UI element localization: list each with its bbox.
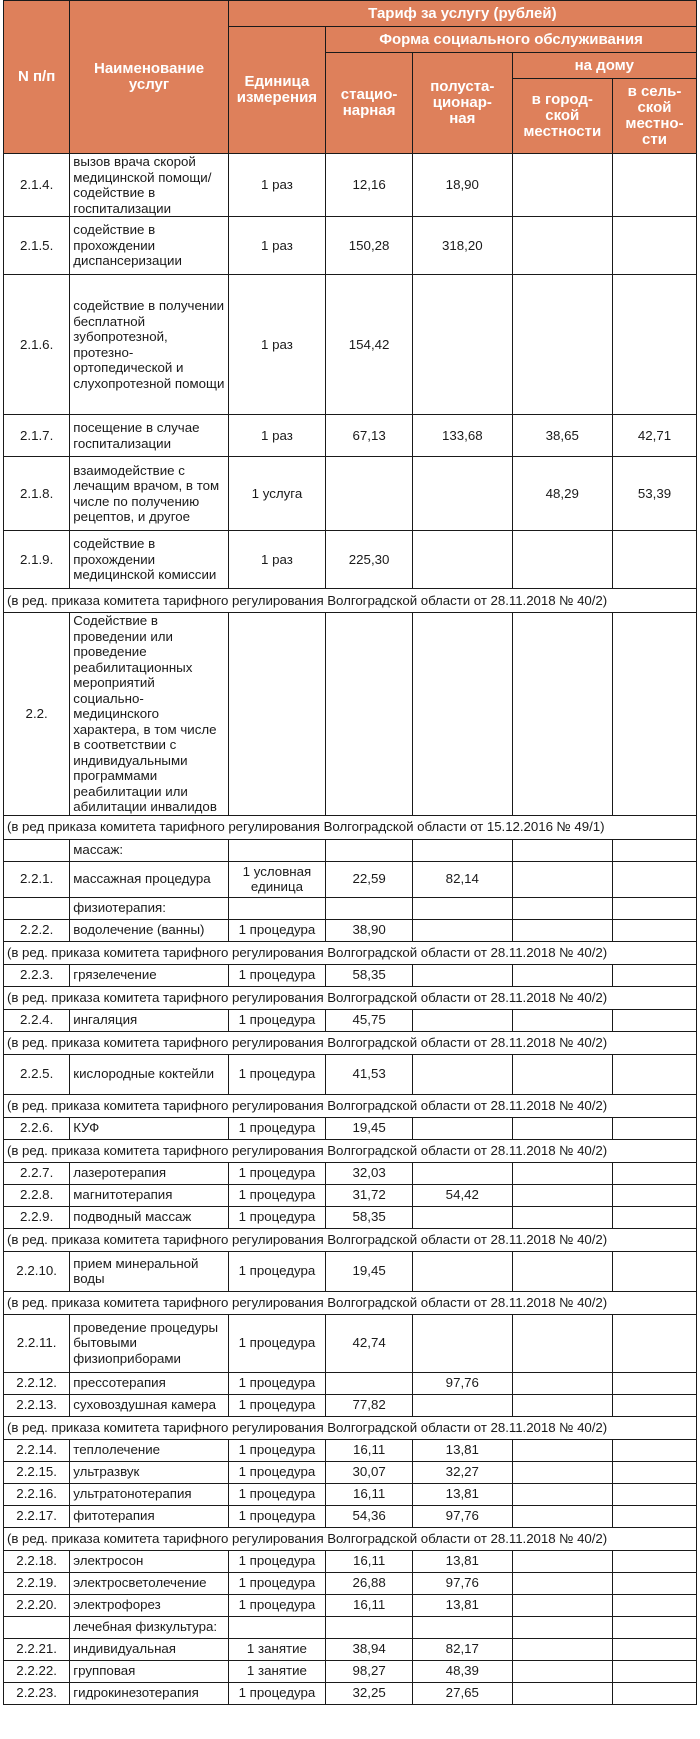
service-name: Содействие в проведении или проведение реабилитационных мероприятий социально-медицинского характера, в том числе в соответствии с индивидуальными программами реабилитации или абилитации инвалидов: [70, 613, 228, 816]
unit-of-measure: 1 процедура: [228, 1054, 325, 1094]
table-row: [4, 1251, 697, 1291]
tariff-semistationary: [413, 964, 512, 986]
unit-of-measure: [228, 613, 325, 816]
table-body: [4, 154, 697, 1705]
service-name: электросветолечение: [70, 1572, 228, 1594]
amendment-note: (в ред. приказа комитета тарифного регулирования Волгоградской области от 28.11.2018 № 40/2): [4, 589, 697, 613]
tariff-stationary: 32,03: [326, 1162, 413, 1184]
row-number: 2.1.9.: [4, 531, 70, 589]
tariff-home-rural: [613, 919, 697, 941]
table-row: [4, 1616, 697, 1638]
tariff-stationary: 154,42: [326, 275, 413, 415]
tariff-home-urban: [512, 1162, 612, 1184]
table-row: [4, 457, 697, 531]
tariff-home-urban: 38,65: [512, 415, 612, 457]
service-name: подводный массаж: [70, 1206, 228, 1228]
unit-of-measure: 1 раз: [228, 217, 325, 275]
tariff-home-rural: [613, 1054, 697, 1094]
service-name: групповая: [70, 1660, 228, 1682]
unit-of-measure: 1 занятие: [228, 1638, 325, 1660]
tariff-home-rural: [613, 217, 697, 275]
table-header: [4, 1, 697, 154]
table-row: [4, 1483, 697, 1505]
tariff-home-urban: [512, 1009, 612, 1031]
tariff-home-urban: [512, 839, 612, 861]
service-name: ингаляция: [70, 1009, 228, 1031]
row-number: 2.1.8.: [4, 457, 70, 531]
table-row: [4, 275, 697, 415]
row-number: 2.2.16.: [4, 1483, 70, 1505]
tariff-home-urban: [512, 154, 612, 217]
tariff-home-rural: [613, 1638, 697, 1660]
service-name: лечебная физкультура:: [70, 1616, 228, 1638]
unit-of-measure: 1 раз: [228, 531, 325, 589]
service-name: массаж:: [70, 839, 228, 861]
tariff-stationary: [326, 839, 413, 861]
row-number: 2.1.7.: [4, 415, 70, 457]
tariff-home-rural: [613, 1251, 697, 1291]
tariff-home-urban: [512, 1616, 612, 1638]
tariff-semistationary: 82,14: [413, 861, 512, 897]
service-name: суховоздушная камера: [70, 1394, 228, 1416]
table-row: [4, 964, 697, 986]
tariff-home-urban: [512, 1483, 612, 1505]
tariff-stationary: 58,35: [326, 964, 413, 986]
table-row: [4, 531, 697, 589]
tariff-home-urban: [512, 613, 612, 816]
tariff-stationary: 98,27: [326, 1660, 413, 1682]
row-number: 2.2.13.: [4, 1394, 70, 1416]
unit-of-measure: 1 процедура: [228, 1439, 325, 1461]
row-number: 2.2.1.: [4, 861, 70, 897]
tariff-semistationary: 13,81: [413, 1550, 512, 1572]
tariff-home-urban: [512, 1550, 612, 1572]
tariff-stationary: 32,25: [326, 1682, 413, 1704]
tariff-home-rural: [613, 275, 697, 415]
unit-of-measure: 1 процедура: [228, 1314, 325, 1372]
tariff-stationary: 45,75: [326, 1009, 413, 1031]
tariff-home-rural: [613, 1314, 697, 1372]
service-name: электрофорез: [70, 1594, 228, 1616]
unit-of-measure: 1 раз: [228, 154, 325, 217]
service-name: прессотерапия: [70, 1372, 228, 1394]
table-row: [4, 919, 697, 941]
tariff-home-rural: 53,39: [613, 457, 697, 531]
tariff-home-rural: [613, 531, 697, 589]
table-row: [4, 897, 697, 919]
service-name: массажная процедура: [70, 861, 228, 897]
unit-of-measure: 1 процедура: [228, 1162, 325, 1184]
tariff-home-urban: [512, 1117, 612, 1139]
header-name: Наименование услуг: [70, 1, 228, 154]
tariff-home-urban: [512, 964, 612, 986]
table-row: [4, 1117, 697, 1139]
table-row: [4, 613, 697, 816]
unit-of-measure: [228, 897, 325, 919]
tariff-semistationary: [413, 1054, 512, 1094]
row-number: 2.1.4.: [4, 154, 70, 217]
tariff-stationary: 19,45: [326, 1117, 413, 1139]
row-number: 2.2.2.: [4, 919, 70, 941]
tariff-semistationary: 97,76: [413, 1372, 512, 1394]
amendment-note: (в ред. приказа комитета тарифного регулирования Волгоградской области от 28.11.2018 № 40/2): [4, 1416, 697, 1439]
row-number: 2.2.19.: [4, 1572, 70, 1594]
tariff-home-rural: [613, 1483, 697, 1505]
row-number: 2.2.22.: [4, 1660, 70, 1682]
unit-of-measure: 1 процедура: [228, 1550, 325, 1572]
service-name: гидрокинезотерапия: [70, 1682, 228, 1704]
amendment-note: (в ред. приказа комитета тарифного регулирования Волгоградской области от 28.11.2018 № 40/2): [4, 1291, 697, 1314]
tariff-semistationary: 97,76: [413, 1572, 512, 1594]
unit-of-measure: 1 процедура: [228, 1682, 325, 1704]
amendment-note: (в ред. приказа комитета тарифного регулирования Волгоградской области от 28.11.2018 № 40/2): [4, 941, 697, 964]
amendment-note-row: [4, 1094, 697, 1117]
tariff-semistationary: 318,20: [413, 217, 512, 275]
tariff-stationary: 26,88: [326, 1572, 413, 1594]
tariff-home-rural: [613, 1616, 697, 1638]
amendment-note-row: [4, 986, 697, 1009]
tariff-home-rural: [613, 1660, 697, 1682]
tariff-semistationary: [413, 897, 512, 919]
unit-of-measure: 1 процедура: [228, 1372, 325, 1394]
unit-of-measure: 1 процедура: [228, 1117, 325, 1139]
row-number: 2.2.20.: [4, 1594, 70, 1616]
amendment-note-row: [4, 1291, 697, 1314]
amendment-note: (в ред. приказа комитета тарифного регулирования Волгоградской области от 28.11.2018 № 40/2): [4, 1094, 697, 1117]
service-name: кислородные коктейли: [70, 1054, 228, 1094]
tariff-stationary: 54,36: [326, 1505, 413, 1527]
service-name: содействие в прохождении диспансеризации: [70, 217, 228, 275]
unit-of-measure: [228, 1616, 325, 1638]
tariff-home-rural: 42,71: [613, 415, 697, 457]
tariff-home-urban: 48,29: [512, 457, 612, 531]
tariff-stationary: [326, 457, 413, 531]
tariff-home-rural: [613, 1594, 697, 1616]
service-name: КУФ: [70, 1117, 228, 1139]
tariff-stationary: [326, 1616, 413, 1638]
tariff-stationary: 150,28: [326, 217, 413, 275]
header-semistationary: полуста- ционар- ная: [413, 53, 512, 154]
amendment-note: (в ред. приказа комитета тарифного регулирования Волгоградской области от 28.11.2018 № 40/2): [4, 1228, 697, 1251]
tariff-stationary: [326, 1372, 413, 1394]
row-number: 2.2.9.: [4, 1206, 70, 1228]
amendment-note-row: [4, 941, 697, 964]
service-name: индивидуальная: [70, 1638, 228, 1660]
tariff-stationary: 16,11: [326, 1439, 413, 1461]
tariff-home-rural: [613, 1572, 697, 1594]
row-number: 2.2.10.: [4, 1251, 70, 1291]
row-number: 2.2.8.: [4, 1184, 70, 1206]
tariff-semistationary: [413, 1251, 512, 1291]
unit-of-measure: [228, 839, 325, 861]
unit-of-measure: 1 процедура: [228, 1184, 325, 1206]
tariff-home-urban: [512, 1251, 612, 1291]
tariff-home-rural: [613, 1372, 697, 1394]
tariff-home-urban: [512, 217, 612, 275]
table-row: [4, 1505, 697, 1527]
tariff-stationary: 16,11: [326, 1594, 413, 1616]
unit-of-measure: 1 услуга: [228, 457, 325, 531]
tariff-home-rural: [613, 1682, 697, 1704]
service-name: содействие в получении бесплатной зубопротезной, протезно-ортопедической и слухопротезной помощи: [70, 275, 228, 415]
tariff-semistationary: [413, 613, 512, 816]
tariff-home-urban: [512, 1394, 612, 1416]
table-row: [4, 1314, 697, 1372]
tariff-table: [3, 0, 697, 1705]
service-name: взаимодействие с лечащим врачом, в том числе по получению рецептов, и другое: [70, 457, 228, 531]
tariff-home-rural: [613, 1206, 697, 1228]
header-home: на дому: [512, 53, 696, 79]
tariff-stationary: 30,07: [326, 1461, 413, 1483]
tariff-home-rural: [613, 613, 697, 816]
row-number: 2.2.17.: [4, 1505, 70, 1527]
amendment-note-row: [4, 1527, 697, 1550]
header-unit: Единица измерения: [228, 27, 325, 154]
service-name: лазеротерапия: [70, 1162, 228, 1184]
amendment-note: (в ред. приказа комитета тарифного регулирования Волгоградской области от 28.11.2018 № 40/2): [4, 1031, 697, 1054]
tariff-stationary: 41,53: [326, 1054, 413, 1094]
tariff-stationary: 16,11: [326, 1483, 413, 1505]
tariff-stationary: 38,94: [326, 1638, 413, 1660]
table-row: [4, 1572, 697, 1594]
tariff-home-urban: [512, 1206, 612, 1228]
row-number: 2.2.6.: [4, 1117, 70, 1139]
unit-of-measure: 1 процедура: [228, 1572, 325, 1594]
tariff-home-urban: [512, 1660, 612, 1682]
tariff-home-rural: [613, 1550, 697, 1572]
table-row: [4, 1162, 697, 1184]
unit-of-measure: 1 процедура: [228, 1251, 325, 1291]
amendment-note-row: [4, 1139, 697, 1162]
tariff-stationary: 225,30: [326, 531, 413, 589]
header-urban: в город- ской местности: [512, 79, 612, 154]
amendment-note-row: [4, 1416, 697, 1439]
row-number: 2.2.21.: [4, 1638, 70, 1660]
tariff-home-urban: [512, 897, 612, 919]
tariff-home-rural: [613, 1439, 697, 1461]
tariff-home-rural: [613, 1184, 697, 1206]
service-name: электросон: [70, 1550, 228, 1572]
tariff-home-rural: [613, 1394, 697, 1416]
table-row: [4, 1594, 697, 1616]
service-name: содействие в прохождении медицинской комиссии: [70, 531, 228, 589]
table-row: [4, 839, 697, 861]
unit-of-measure: 1 процедура: [228, 964, 325, 986]
unit-of-measure: 1 процедура: [228, 1594, 325, 1616]
row-number: 2.2.11.: [4, 1314, 70, 1372]
unit-of-measure: 1 процедура: [228, 1483, 325, 1505]
tariff-home-urban: [512, 1572, 612, 1594]
table-row: [4, 415, 697, 457]
table-row: [4, 1660, 697, 1682]
tariff-semistationary: 13,81: [413, 1594, 512, 1616]
tariff-stationary: 58,35: [326, 1206, 413, 1228]
tariff-stationary: 16,11: [326, 1550, 413, 1572]
unit-of-measure: 1 занятие: [228, 1660, 325, 1682]
amendment-note-row: [4, 815, 697, 839]
tariff-semistationary: 48,39: [413, 1660, 512, 1682]
tariff-home-urban: [512, 1439, 612, 1461]
row-number: 2.2.: [4, 613, 70, 816]
service-name: вызов врача скорой медицинской помощи/ содействие в госпитализации: [70, 154, 228, 217]
tariff-stationary: 67,13: [326, 415, 413, 457]
tariff-stationary: 22,59: [326, 861, 413, 897]
tariff-semistationary: [413, 457, 512, 531]
tariff-home-urban: [512, 1594, 612, 1616]
table-row: [4, 1461, 697, 1483]
amendment-note-row: [4, 1031, 697, 1054]
tariff-semistationary: 13,81: [413, 1483, 512, 1505]
tariff-semistationary: [413, 1394, 512, 1416]
unit-of-measure: 1 процедура: [228, 1505, 325, 1527]
tariff-semistationary: 27,65: [413, 1682, 512, 1704]
service-name: физиотерапия:: [70, 897, 228, 919]
amendment-note: (в ред. приказа комитета тарифного регулирования Волгоградской области от 28.11.2018 № 40/2): [4, 1527, 697, 1550]
row-number: 2.2.15.: [4, 1461, 70, 1483]
unit-of-measure: 1 процедура: [228, 919, 325, 941]
header-stationary: стацио- нарная: [326, 53, 413, 154]
row-number: 2.1.5.: [4, 217, 70, 275]
table-row: [4, 154, 697, 217]
service-name: посещение в случае госпитализации: [70, 415, 228, 457]
table-row: [4, 1550, 697, 1572]
table-row: [4, 861, 697, 897]
table-row: [4, 1372, 697, 1394]
tariff-stationary: 19,45: [326, 1251, 413, 1291]
amendment-note-row: [4, 1228, 697, 1251]
row-number: [4, 1616, 70, 1638]
service-name: водолечение (ванны): [70, 919, 228, 941]
row-number: 2.2.23.: [4, 1682, 70, 1704]
tariff-home-rural: [613, 861, 697, 897]
header-num: N п/п: [4, 1, 70, 154]
table-row: [4, 1206, 697, 1228]
row-number: [4, 897, 70, 919]
row-number: 2.2.7.: [4, 1162, 70, 1184]
tariff-semistationary: [413, 1009, 512, 1031]
header-form: Форма социального обслуживания: [326, 27, 697, 53]
service-name: прием минеральной воды: [70, 1251, 228, 1291]
tariff-home-urban: [512, 1184, 612, 1206]
row-number: 2.2.14.: [4, 1439, 70, 1461]
header-tariff: Тариф за услугу (рублей): [228, 1, 696, 27]
unit-of-measure: 1 условная единица: [228, 861, 325, 897]
tariff-semistationary: [413, 1117, 512, 1139]
tariff-home-urban: [512, 919, 612, 941]
tariff-home-rural: [613, 1505, 697, 1527]
tariff-semistationary: 82,17: [413, 1638, 512, 1660]
tariff-home-rural: [613, 1162, 697, 1184]
tariff-stationary: 77,82: [326, 1394, 413, 1416]
tariff-semistationary: [413, 531, 512, 589]
amendment-note: (в ред. приказа комитета тарифного регулирования Волгоградской области от 28.11.2018 № 40/2): [4, 1139, 697, 1162]
tariff-home-rural: [613, 154, 697, 217]
service-name: теплолечение: [70, 1439, 228, 1461]
table-row: [4, 1054, 697, 1094]
tariff-home-urban: [512, 1054, 612, 1094]
tariff-semistationary: 13,81: [413, 1439, 512, 1461]
tariff-semistationary: 97,76: [413, 1505, 512, 1527]
tariff-semistationary: [413, 1162, 512, 1184]
unit-of-measure: 1 процедура: [228, 1394, 325, 1416]
row-number: 2.2.12.: [4, 1372, 70, 1394]
tariff-semistationary: [413, 1314, 512, 1372]
header-rural: в сель- ской местно- сти: [613, 79, 697, 154]
table-row: [4, 1439, 697, 1461]
tariff-home-urban: [512, 1461, 612, 1483]
table-row: [4, 1682, 697, 1704]
tariff-home-rural: [613, 897, 697, 919]
tariff-home-urban: [512, 1314, 612, 1372]
tariff-semistationary: [413, 919, 512, 941]
amendment-note-row: [4, 589, 697, 613]
amendment-note: (в ред приказа комитета тарифного регулирования Волгоградской области от 15.12.2016 № 49/1): [4, 815, 697, 839]
tariff-home-urban: [512, 1505, 612, 1527]
row-number: 2.2.5.: [4, 1054, 70, 1094]
tariff-semistationary: [413, 839, 512, 861]
unit-of-measure: 1 процедура: [228, 1206, 325, 1228]
row-number: 2.2.3.: [4, 964, 70, 986]
table-row: [4, 217, 697, 275]
tariff-home-rural: [613, 964, 697, 986]
row-number: 2.1.6.: [4, 275, 70, 415]
tariff-home-rural: [613, 839, 697, 861]
tariff-semistationary: 54,42: [413, 1184, 512, 1206]
tariff-stationary: [326, 897, 413, 919]
row-number: [4, 839, 70, 861]
service-name: ультразвук: [70, 1461, 228, 1483]
table-row: [4, 1009, 697, 1031]
tariff-stationary: [326, 613, 413, 816]
tariff-home-urban: [512, 1372, 612, 1394]
tariff-home-urban: [512, 531, 612, 589]
unit-of-measure: 1 процедура: [228, 1461, 325, 1483]
service-name: грязелечение: [70, 964, 228, 986]
tariff-home-urban: [512, 1682, 612, 1704]
tariff-semistationary: [413, 1616, 512, 1638]
tariff-stationary: 31,72: [326, 1184, 413, 1206]
table-row: [4, 1394, 697, 1416]
amendment-note: (в ред. приказа комитета тарифного регулирования Волгоградской области от 28.11.2018 № 40/2): [4, 986, 697, 1009]
row-number: 2.2.18.: [4, 1550, 70, 1572]
row-number: 2.2.4.: [4, 1009, 70, 1031]
service-name: проведение процедуры бытовыми физиоприборами: [70, 1314, 228, 1372]
tariff-semistationary: 32,27: [413, 1461, 512, 1483]
service-name: магнитотерапия: [70, 1184, 228, 1206]
tariff-semistationary: 133,68: [413, 415, 512, 457]
tariff-home-urban: [512, 275, 612, 415]
unit-of-measure: 1 процедура: [228, 1009, 325, 1031]
tariff-stationary: 12,16: [326, 154, 413, 217]
tariff-semistationary: [413, 1206, 512, 1228]
tariff-home-rural: [613, 1461, 697, 1483]
tariff-home-urban: [512, 1638, 612, 1660]
tariff-stationary: 38,90: [326, 919, 413, 941]
table-row: [4, 1184, 697, 1206]
tariff-home-rural: [613, 1009, 697, 1031]
unit-of-measure: 1 раз: [228, 415, 325, 457]
tariff-home-rural: [613, 1117, 697, 1139]
unit-of-measure: 1 раз: [228, 275, 325, 415]
tariff-semistationary: 18,90: [413, 154, 512, 217]
service-name: фитотерапия: [70, 1505, 228, 1527]
tariff-semistationary: [413, 275, 512, 415]
service-name: ультратонотерапия: [70, 1483, 228, 1505]
table-row: [4, 1638, 697, 1660]
tariff-stationary: 42,74: [326, 1314, 413, 1372]
tariff-home-urban: [512, 861, 612, 897]
